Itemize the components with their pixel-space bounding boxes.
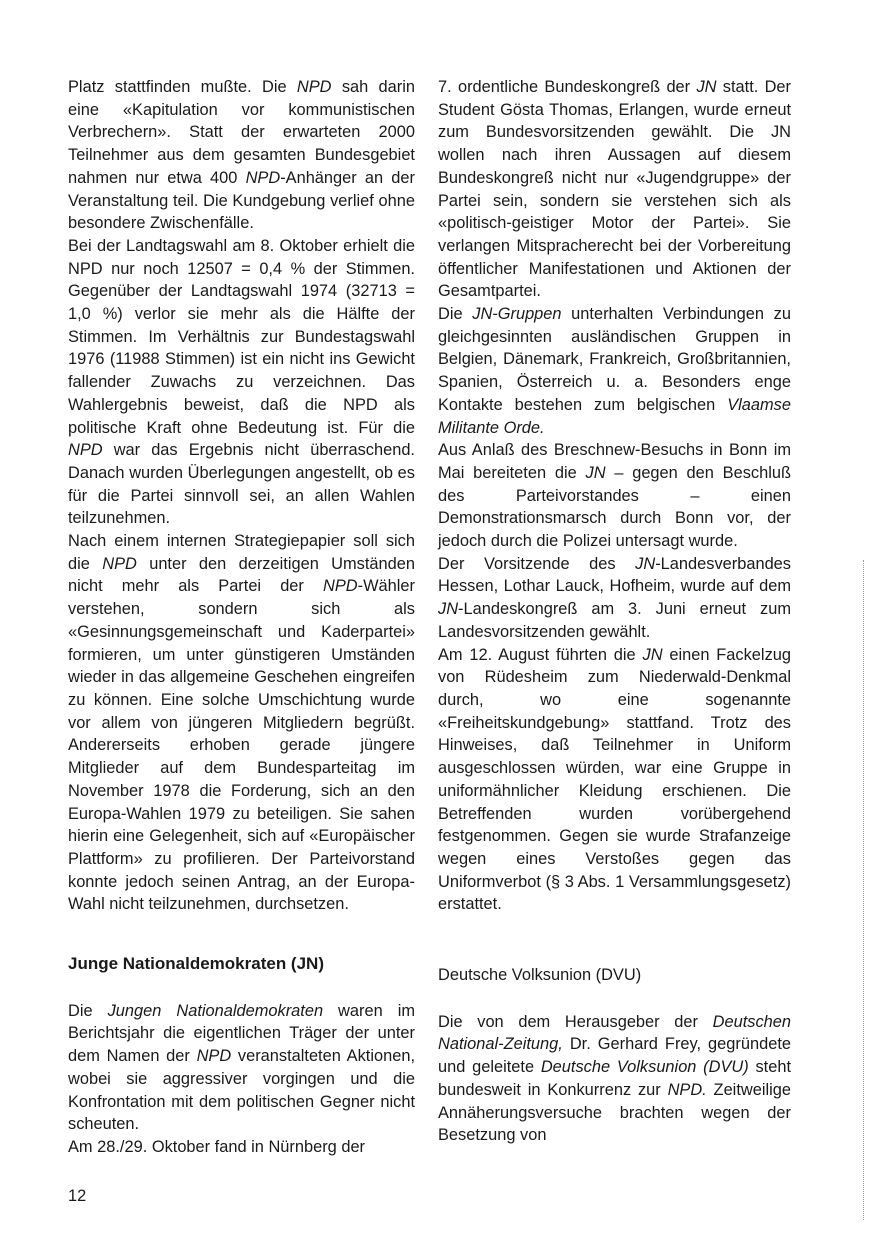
paragraph: Am 12. August führten die JN einen Fackelzug von Rüdesheim zum Niederwald-Denkmal durch, wo eine sogenannte «Freiheitskundgebung» stattfand. Trotz des Hinweises, daß Teilnehmer in Uniform ausgeschlossen würden, war eine Gruppe in uniformähnlicher Kleidung erschienen. Die Betreffenden wurden vorübergehend festgenommen. Gegen sie wurde Strafanzeige wegen eines Verstoßes gegen das Uniformverbot (§ 3 Abs. 1 Versammlungsgesetz) erstattet. [438, 645, 791, 914]
left-column [68, 76, 415, 1159]
scan-edge-line [862, 560, 864, 1220]
paragraph: Bei der Landtagswahl am 8. Oktober erhielt die NPD nur noch 12507 = 0,4 % der Stimmen. Gegenüber der Landtagswahl 1974 (32713 = 1,0 %) verlor sie mehr als die Hälfte der Stimmen. Im Verhältnis zur Bundestagswahl 1976 (11988 Stimmen) ist ein nicht ins Gewicht fallender Zuwachs zu verzeichnen. Das Wahlergebnis beweist, daß die NPD als politische Kraft ohne Bedeutung ist. Für die NPD war das Ergebnis nicht überraschend. Danach wurden Überlegungen angestellt, ob es für die Partei sinnvoll sei, an allen Wahlen teilzunehmen. [68, 236, 415, 528]
paragraph: Die JN-Gruppen unterhalten Verbindungen zu gleichgesinnten ausländischen Gruppen in Belgien, Dänemark, Frankreich, Großbritannien, Spanien, Österreich u. a. Besonders enge Kontakte bestehen zum belgischen Vlaamse Militante Orde. [438, 305, 791, 437]
paragraph: Platz stattfinden mußte. Die NPD sah darin eine «Kapitulation vor kommunistischen Verbrechern». Statt der erwarteten 2000 Teilnehmer aus dem gesamten Bundesgebiet nahmen nur etwa 400 NPD-Anhänger an der Veranstaltung teil. Die Kundgebung verlief ohne besondere Zwischenfälle. [68, 78, 416, 233]
paragraph: Am 28./29. Oktober fand in Nürnberg der [68, 1137, 366, 1156]
paragraph: 7. ordentliche Bundeskongreß der JN statt. Der Student Gösta Thomas, Erlangen, wurde erneut zum Bundesvorsitzenden gewählt. Die JN wollen nach ihren Aussagen auf diesem Bundeskongreß nicht nur «Jugendgruppe» der Partei sein, sondern sie verstehen sich als «politisch-geistiger Motor der Partei». Sie verlangen Mitspracherecht bei der Vorbereitung öffentlicher Manifestationen und Aktionen der Gesamtpartei. [438, 78, 792, 301]
right-column [438, 76, 791, 1147]
section-heading-jn: Junge Nationaldemokraten (JN) [68, 954, 324, 974]
paragraph: Nach einem internen Strategiepapier soll sich die NPD unter den derzeitigen Umständen nicht mehr als Partei der NPD-Wähler verstehen, sondern sich als «Gesinnungsgemeinschaft und Kaderpartei» formieren, um unter günstigeren Umständen wieder in das allgemeine Geschehen eingreifen zu können. Eine solche Umschichtung wurde vor allem von jüngeren Mitgliedern begrüßt. Andererseits erhoben gerade jüngere Mitglieder auf dem Bundesparteitag im November 1978 die Forderung, sich an den Europa-Wahlen 1979 zu beteiligen. Sie sahen hierin eine Gelegenheit, sich auf «Europäischer Plattform» zu profilieren. Der Parteivorstand konnte jedoch seinen Antrag, an der Europa-Wahl nicht teilzunehmen, durchsetzen. [68, 532, 415, 914]
paragraph: Die Jungen Nationaldemokraten waren im Berichtsjahr die eigentlichen Träger der unter dem Namen der NPD veranstalteten Aktionen, wobei sie aggressiver vorgingen und die Konfrontation mit dem politischen Gegner nicht scheuten. [68, 1001, 415, 1134]
page-number: 12 [68, 1187, 87, 1205]
paragraph: Aus Anlaß des Breschnew-Besuchs in Bonn im Mai bereiteten die JN – gegen den Beschluß des Parteivorstandes – einen Demonstrationsmarsch durch Bonn vor, der jedoch durch die Polizei untersagt wurde. [438, 441, 791, 551]
paragraph: Die von dem Herausgeber der Deutschen National-Zeitung, Dr. Gerhard Frey, gegründete und geleitete Deutsche Volksunion (DVU) steht bundesweit in Konkurrenz zur NPD. Zeitweilige Annäherungsversuche brachten wegen der Besetzung von [438, 1012, 791, 1145]
paragraph: Der Vorsitzende des JN-Landesverbandes Hessen, Lothar Lauck, Hofheim, wurde auf dem JN-Landeskongreß am 3. Juni erneut zum Landesvorsitzenden gewählt. [438, 554, 791, 641]
section-heading-dvu: Deutsche Volksunion (DVU) [438, 966, 642, 985]
